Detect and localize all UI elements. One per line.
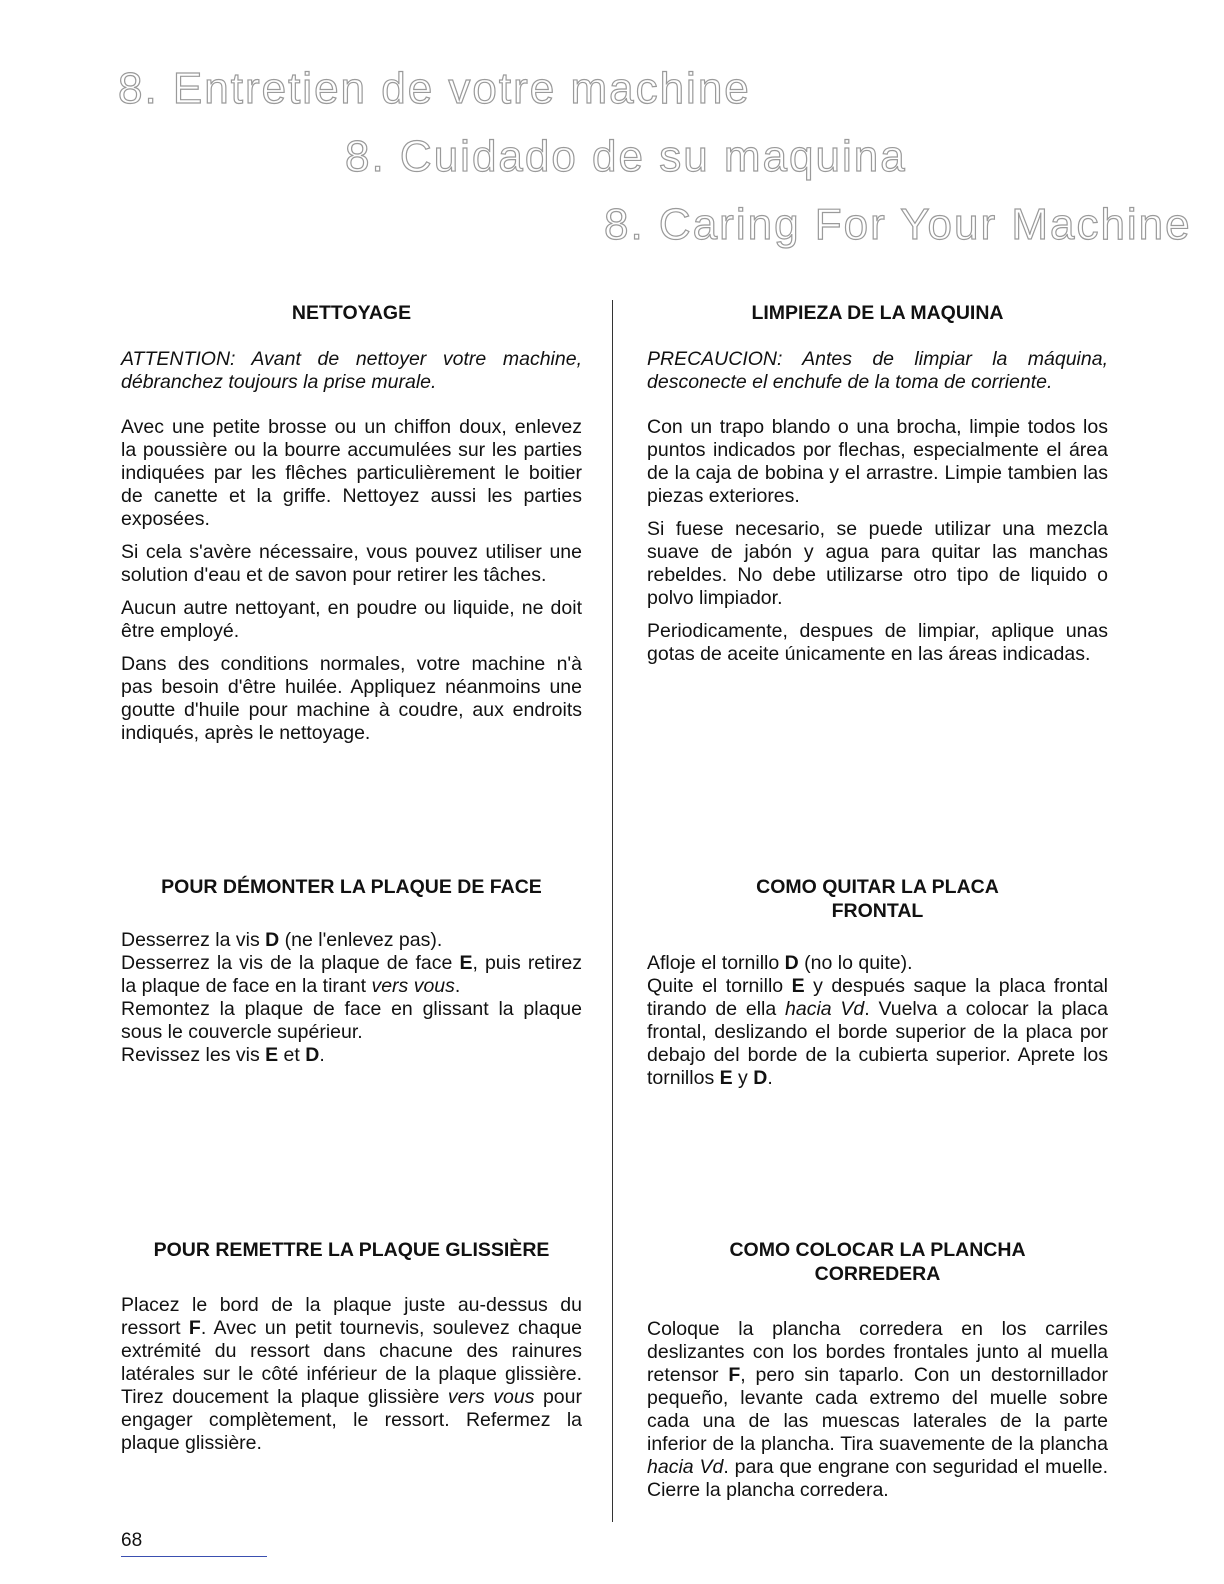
footer-rule — [121, 1556, 267, 1557]
instruction-text: Placez le bord de la plaque juste au-dessus du ressort F. Avec un petit tournevis, soulevez chaque extrémité du ressort dans chacune des rainures latérales sur le côté inférieur de la plaque glissière. Tirez doucement la plaque glissière vers vous pour engager complètement, le ressort. Refermez la plaque glissière. — [121, 1294, 583, 1454]
heading-remettre-plaque: POUR REMETTRE LA PLAQUE GLISSIÈRE — [153, 1239, 550, 1261]
column-divider — [612, 300, 613, 1522]
title-spanish: 8. Cuidado de su maquina — [345, 132, 907, 181]
section-demonter-plaque — [121, 929, 582, 1067]
section-limpieza — [647, 348, 1108, 676]
paragraph: Avec une petite brosse ou un chiffon doux, enlevez la poussière ou la bourre accumulées sur les parties indiquées par les flêches particulièrement le boitier de canette et la griffe. Nettoyez aussi les parties exposées. — [121, 416, 582, 530]
heading-nettoyage: NETTOYAGE — [291, 302, 412, 324]
instruction-line: Remontez la plaque de face en glissant la plaque sous le couvercle supérieur. — [121, 998, 582, 1043]
section-quitar-placa — [647, 952, 1108, 1090]
page-number: 68 — [121, 1530, 143, 1551]
heading-quitar-placa: COMO QUITAR LA PLACA FRONTAL — [756, 876, 999, 922]
instruction-text: Coloque la plancha corredera en los carriles deslizantes con los bordes frontales junto al muella retensor F, pero sin taparlo. Con un destornillador pequeño, levante cada extremo del muelle sobre cada una de las muescas laterales de la parte inferior de la plancha. Tira suavemente de la plancha hacia Vd. para que engrane con seguridad el muelle. Cierre la plancha corredera. — [647, 1318, 1109, 1501]
heading-limpieza: LIMPIEZA DE LA MAQUINA — [751, 302, 1004, 324]
heading-colocar-plancha: COMO COLOCAR LA PLANCHA CORREDERA — [729, 1239, 1026, 1285]
heading-demonter-plaque: POUR DÉMONTER LA PLAQUE DE FACE — [161, 876, 542, 898]
title-english: 8. Caring For Your Machine — [604, 200, 1192, 249]
instruction-line: Revissez les vis E et D. — [121, 1044, 325, 1066]
paragraph: Dans des conditions normales, votre machine n'à pas besoin d'être huilée. Appliquez néanmoins une goutte d'huile pour machine à coudre, aux endroits indiqués, après le nettoyage. — [121, 653, 582, 744]
paragraph: Periodicamente, despues de limpiar, aplique unas gotas de aceite únicamente en las áreas indicadas. — [647, 620, 1108, 665]
instruction-line: Quite el tornillo E y después saque la placa frontal tirando de ella hacia Vd. Vuelva a colocar la placa frontal, deslizando el borde superior de la placa por debajo del borde de la cubierta superior. Aprete los tornillos E y D. — [647, 975, 1109, 1089]
section-nettoyage — [121, 348, 582, 755]
section-colocar-plancha — [647, 1318, 1108, 1502]
paragraph: Aucun autre nettoyant, en poudre ou liquide, ne doit être employé. — [121, 597, 582, 642]
instruction-line: Desserrez la vis D (ne l'enlevez pas). — [121, 929, 443, 951]
title-french: 8. Entretien de votre machine — [118, 64, 751, 113]
instruction-line: Desserrez la vis de la plaque de face E, puis retirez la plaque de face en la tirant vers vous. — [121, 952, 582, 997]
warning-es: PRECAUCION: Antes de limpiar la máquina, desconecte el enchufe de la toma de corriente. — [647, 348, 1108, 393]
paragraph: Con un trapo blando o una brocha, limpie todos los puntos indicados por flechas, especialmente el área de la caja de bobina y el arrastre. Limpie tambien las piezas exteriores. — [647, 416, 1108, 507]
warning-fr: ATTENTION: Avant de nettoyer votre machine, débranchez toujours la prise murale. — [121, 348, 582, 393]
paragraph: Si cela s'avère nécessaire, vous pouvez utiliser une solution d'eau et de savon pour retirer les tâches. — [121, 541, 582, 586]
paragraph: Si fuese necesario, se puede utilizar una mezcla suave de jabón y agua para quitar las manchas rebeldes. No debe utilizarse otro tipo de liquido o polvo limpiador. — [647, 518, 1108, 609]
instruction-line: Afloje el tornillo D (no lo quite). — [647, 952, 913, 974]
section-remettre-plaque — [121, 1294, 582, 1455]
